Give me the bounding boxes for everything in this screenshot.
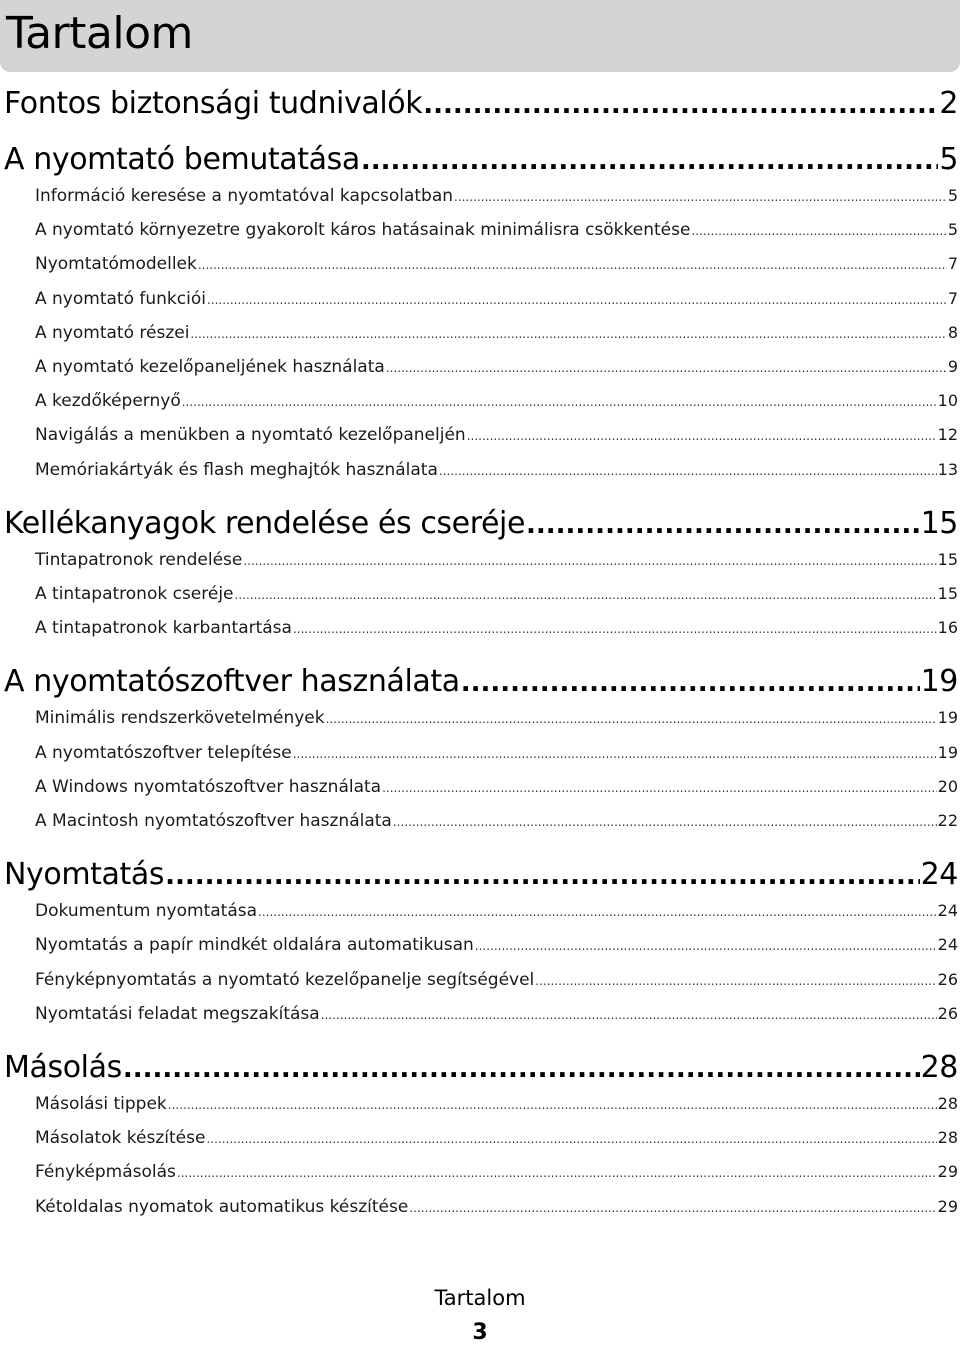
toc-entry[interactable] [35,584,958,614]
dot-leader [182,395,937,409]
dot-leader [165,861,920,891]
toc-entry-title: A Windows nyomtatószoftver használata [35,776,382,797]
toc-section-heading[interactable] [4,142,958,184]
dot-leader [475,939,937,953]
dot-leader [123,1054,920,1084]
toc-page-number: 22 [937,811,958,830]
dot-leader [467,429,937,443]
dot-leader [361,146,938,176]
dot-leader [326,712,937,726]
dot-leader [177,1166,937,1180]
toc-entry-title: Fényképmásolás [35,1162,176,1183]
toc-entry[interactable] [35,254,958,284]
footer-page-number: 3 [472,1320,488,1345]
toc-page-number: 7 [947,254,958,274]
toc-page-number: 5 [947,186,958,205]
toc-page-number: 10 [937,391,958,411]
toc-entry-title: Kellékanyagok rendelése és cseréje [4,505,526,541]
toc-entry[interactable] [35,357,958,387]
toc-entry[interactable] [35,1128,958,1158]
dot-leader [293,622,937,636]
table-of-contents [0,72,960,1252]
toc-entry-title: Minimális rendszerkövetelmények [35,708,325,729]
toc-entry[interactable] [35,1094,958,1124]
title-bar [0,0,960,72]
dot-leader [206,1132,936,1146]
toc-entry[interactable] [35,777,958,807]
toc-entry-title: A nyomtatószoftver használata [4,664,460,700]
toc-page-number: 9 [947,357,958,376]
toc-entry[interactable] [35,425,958,455]
toc-entry-title: A nyomtató bemutatása [4,142,360,177]
toc-page-number: 28 [937,1128,958,1148]
toc-entry-title: Memóriakártyák és flash meghajtók használata [35,459,438,480]
toc-entry[interactable] [35,1197,958,1227]
toc-entry[interactable] [35,811,958,841]
dot-leader [321,1008,937,1022]
toc-section-heading[interactable] [4,86,958,128]
toc-section-heading[interactable] [4,857,958,899]
toc-entry[interactable] [35,901,958,931]
toc-entry[interactable] [35,186,958,216]
toc-entry-title: A nyomtató környezetre gyakorolt káros hatásainak minimálisra csökkentése [35,220,691,241]
toc-entry-title: A tintapatronok karbantartása [35,618,292,639]
toc-page-number: 19 [937,708,958,728]
dot-leader [691,224,946,238]
toc-entry-title: A nyomtató funkciói [35,288,206,309]
toc-page-number: 15 [937,584,958,603]
toc-page-number: 20 [937,776,958,796]
dot-leader [535,974,936,988]
toc-entry[interactable] [35,460,958,490]
dot-leader [190,327,946,341]
toc-page-number: 19 [937,742,958,762]
dot-leader [235,588,937,602]
toc-entry[interactable] [35,550,958,580]
toc-entry-title: Másolás [4,1050,122,1085]
toc-page-number: 26 [937,969,958,989]
toc-entry[interactable] [35,220,958,250]
toc-entry[interactable] [35,618,958,648]
dot-leader [198,258,947,272]
toc-section-heading[interactable] [4,506,958,548]
toc-entry-title: A nyomtató részei [35,322,190,343]
toc-entry[interactable] [35,1162,958,1192]
dot-leader [454,190,947,204]
toc-page-number: 19 [920,664,958,700]
dot-leader [168,1098,937,1112]
toc-page-number: 24 [937,901,958,921]
toc-entry[interactable] [35,935,958,965]
toc-page-number: 24 [937,935,958,955]
toc-page-number: 13 [937,459,958,479]
toc-page-number: 16 [937,618,958,638]
toc-entry[interactable] [35,1004,958,1034]
toc-entry-title: Másolatok készítése [35,1128,206,1149]
toc-entry-title: Másolási tippek [35,1094,167,1114]
toc-entry-title: Fényképnyomtatás a nyomtató kezelőpanelje segítségével [35,969,535,990]
toc-entry-title: Nyomtatás a papír mindkét oldalára automatikusan [35,935,474,956]
toc-entry-title: A kezdőképernyő [35,391,181,412]
dot-leader [409,1201,936,1215]
toc-entry-title: Nyomtatási feladat megszakítása [35,1003,320,1024]
dot-leader [439,464,937,478]
dot-leader [293,747,937,761]
toc-page-number: 12 [937,425,958,445]
toc-page-number: 8 [947,322,958,342]
toc-entry-title: A nyomtatószoftver telepítése [35,742,292,763]
toc-entry[interactable] [35,289,958,319]
toc-entry[interactable] [35,970,958,1000]
toc-entry[interactable] [35,323,958,353]
toc-entry-title: Nyomtatómodellek [35,254,197,275]
toc-entry[interactable] [35,743,958,773]
toc-entry-title: A nyomtató kezelőpaneljének használata [35,357,385,377]
dot-leader [382,781,937,795]
dot-leader [526,510,920,540]
toc-entry-title: Navigálás a menükben a nyomtató kezelőpaneljén [35,425,466,446]
toc-page-number: 24 [920,857,958,893]
dot-leader [207,293,947,307]
toc-entry-title: Nyomtatás [4,857,165,893]
toc-entry-title: Dokumentum nyomtatása [35,901,258,922]
toc-page-number: 2 [939,86,958,121]
toc-entry-title: Tintapatronok rendelése [35,549,243,570]
toc-page-number: 5 [939,142,958,177]
toc-entry[interactable] [35,391,958,421]
footer-section-label: Tartalom [434,1286,526,1310]
dot-leader [393,815,937,829]
toc-section-heading[interactable] [4,664,958,706]
toc-page-number: 26 [937,1003,958,1023]
toc-page-number: 7 [947,288,958,308]
toc-entry-title: Kétoldalas nyomatok automatikus készítése [35,1196,409,1217]
toc-entry-title: Információ keresése a nyomtatóval kapcsolatban [35,186,454,206]
dot-leader [386,361,947,375]
toc-page-number: 28 [920,1050,958,1085]
dot-leader [461,668,920,698]
toc-entry[interactable] [35,708,958,738]
toc-entry-title: A tintapatronok cseréje [35,584,234,604]
dot-leader [243,554,936,568]
toc-page-number: 15 [920,505,958,541]
dot-leader [258,905,937,919]
toc-page-number: 29 [937,1196,958,1216]
toc-page-number: 15 [937,549,958,569]
page-title: Tartalom [6,8,193,59]
toc-entry-title: Fontos biztonsági tudnivalók [4,86,423,121]
toc-page-number: 29 [937,1162,958,1182]
toc-page-number: 5 [947,220,958,240]
toc-page-number: 28 [937,1094,958,1113]
toc-section-heading[interactable] [4,1050,958,1092]
dot-leader [423,90,938,120]
toc-entry-title: A Macintosh nyomtatószoftver használata [35,811,392,831]
